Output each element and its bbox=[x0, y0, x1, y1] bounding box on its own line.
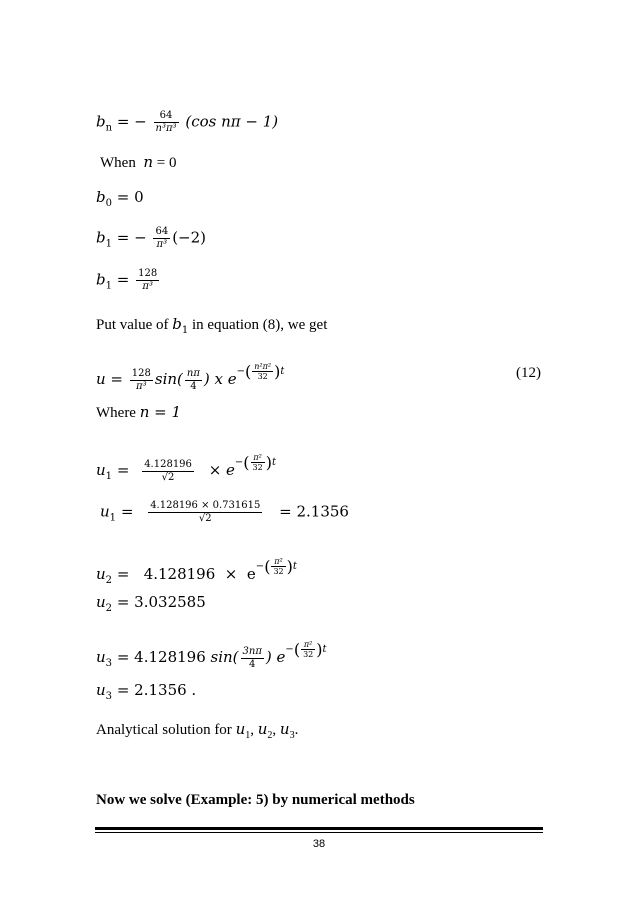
operator: = − bbox=[116, 112, 147, 131]
fraction: $\frac{4.128196 \times 0.731615}{√2}$ bbox=[150, 500, 261, 524]
equation-bn bbox=[96, 110, 278, 139]
expression: (cos nπ − 1) bbox=[185, 112, 279, 131]
analytical-line: Analytical solution for $u_1$, $u_2$, $u_3$. bbox=[96, 720, 299, 741]
equation-b0: $b_0 = 0$ bbox=[96, 188, 144, 209]
exponent: −( $\frac{\text{π²}}{32}$ )t bbox=[255, 557, 297, 576]
fraction: $\frac{64}{\text{π³}}$ bbox=[155, 226, 169, 250]
fraction: $\frac{128}{\text{π³}}$ bbox=[138, 268, 158, 292]
equation-u2-result: $u_2 = 3.032585$ bbox=[96, 593, 206, 614]
put-line: Put value of $b_1$ in equation (8), we get bbox=[96, 315, 328, 336]
when-line bbox=[96, 152, 176, 173]
equation-u1-result: $u_1$ = $\frac{4.128196 \times 0.731615}{√2}$ = 2.1356 bbox=[100, 500, 349, 524]
equation-b1-step: $b_1$ = − $\frac{64}{\text{π³}}$ (−2) bbox=[96, 226, 207, 250]
text: When bbox=[100, 155, 136, 171]
fraction: $\frac{3n\pi}{4}$ bbox=[242, 645, 262, 670]
where-line: Where n = 1 bbox=[96, 403, 182, 421]
fraction: $\frac{4.128196}{√2}$ bbox=[144, 458, 192, 483]
page-number: 38 bbox=[312, 838, 326, 850]
exponent: −( $\frac{\text{π²}}{32}$ )t bbox=[285, 640, 327, 659]
footer-rule-thin bbox=[95, 832, 543, 833]
equation-b1-result: $b_1$ = $\frac{128}{\text{π³}}$ bbox=[96, 268, 158, 292]
exponent: −( $\frac{\text{π²}}{32}$ )t bbox=[234, 453, 277, 472]
exponent: −( $\frac{\text{n²π²}}{32}$ )t bbox=[236, 362, 285, 381]
equation-u2-step: $u_2 = 4.128196 \times e-$( $\frac{\text{π²}}{32}$ )t bbox=[96, 557, 297, 586]
equation-u: u = $\frac{128}{\text{π³}}$ sin( $\frac{n\pi}{4}$ ) x e−( $\frac{\text{n²π²}}{32}$ )t bbox=[96, 362, 285, 392]
var: b bbox=[96, 112, 106, 131]
text: = 0 bbox=[156, 155, 177, 171]
section-heading: Now we solve (Example: 5) by numerical methods bbox=[96, 792, 415, 808]
equation-u1-step: $u_1$ = $\frac{4.128196}{√2}$ × e−( $\frac{\text{π²}}{32}$ )t bbox=[96, 453, 277, 483]
equation-u3-result: $u_3 = 2.1356$ . bbox=[96, 681, 197, 702]
subscript: n bbox=[105, 122, 113, 134]
var: n bbox=[143, 153, 153, 171]
equation-number: (12) bbox=[516, 365, 541, 381]
fraction: $\frac{n\pi}{4}$ bbox=[186, 367, 200, 392]
footer-rule-thick bbox=[95, 827, 543, 830]
fraction: $\frac{64}{\text{n³π³}}$ bbox=[155, 110, 177, 134]
fraction: $\frac{128}{\text{π³}}$ bbox=[131, 367, 151, 392]
equation-u3-step: $u_3 = 4.128196$ sin( $\frac{3n\pi}{4}$ ) e−( $\frac{\text{π²}}{32}$ )t bbox=[96, 640, 327, 670]
